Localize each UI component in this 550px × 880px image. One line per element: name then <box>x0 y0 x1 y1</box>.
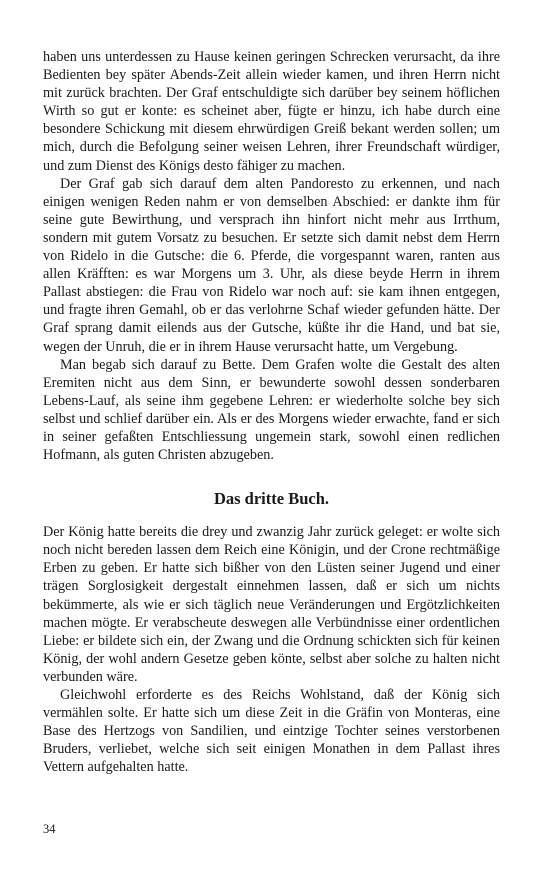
paragraph-graf-pandoresto: Der Graf gab sich darauf dem alten Pandoresto zu erkennen, und nach einigen wenigen Reden nahm er von demselben Abschied: er dankte ihm für seine gute Bewirthung, und versprach ihn hinfort nicht mehr aus Irrthum, sondern mit gutem Vorsatz zu besuchen. Er setzte sich damit nebst dem Herrn von Ridelo in die Gutsche: die 6. Pferde, die vorgespannt waren, ranten aus allen Kräfften: es war Morgens um 3. Uhr, als diese beyde Herrn in ihrem Pallast abstiegen: die Frau von Ridelo war noch auf: sie kam ihnen entgegen, und fragte ihren Gemahl, ob er das verlohrne Schaf wieder gefunden hätte. Der Graf sprang damit eilends aus der Gutsche, küßte ihr die Hand, und bat sie, wegen der Unruh, die er in ihrem Hause verursacht hatte, um Vergebung. <box>43 175 500 355</box>
book-page <box>43 48 500 776</box>
paragraph-continuation: haben uns unterdessen zu Hause keinen geringen Schrecken verursacht, da ihre Bedienten bey später Abends-Zeit allein wieder kamen, und ihren Herrn nicht mit zurück brachten. Der Graf entschuldigte sich darüber bey seinem höflichen Wirth so gut er konte: es scheinet aber, fügte er hinzu, ich habe durch eine besondere Schickung mit diesem ehrwürdigen Greiß bekant werden sollen; um mich, durch die Befolgung seiner weisen Lehren, ihrer Freundschaft würdiger, und zum Dienst des Königs desto fähiger zu machen. <box>43 49 500 174</box>
page-number: 34 <box>43 822 56 836</box>
paragraph-koenig: Der König hatte bereits die drey und zwanzig Jahr zurück geleget: er wolte sich noch nicht bereden lassen dem Reich eine Königin, und der Crone rechtmäßige Erben zu geben. Er hatte sich bißher von den Lüsten seiner Jugend und einer trägen Sorglosigkeit dergestalt einnehmen lassen, daß er sich um nichts bekümmerte, als wie er sich täglich neue Veränderungen und Ergötzlichkeiten machen mögte. Er verabscheute deswegen alle Verbündnisse einer ordentlichen Liebe: er bildete sich ein, der Zwang und die Ordnung schickten sich für keinen König, der wohl andern Gesetze geben könte, selbst aber solche zu halten nicht verbunden wäre. <box>43 524 500 685</box>
paragraph-gleichwohl: Gleichwohl erforderte es des Reichs Wohlstand, daß der König sich vermählen solte. Er hatte sich um diese Zeit in die Gräfin von Monteras, eine Base des Hertzogs von Sandilien, und eintzige Tochter seines verstorbenen Bruders, verliebet, welche sich seit einigen Monathen in dem Pallast ihres Vettern aufgehalten hatte. <box>43 687 500 776</box>
paragraph-zu-bette: Man begab sich darauf zu Bette. Dem Grafen wolte die Gestalt des alten Eremiten nicht aus dem Sinn, er bewunderte sowohl dessen sonderbaren Lebens-Lauf, als seine ihm gegebene Lehren: er wiederholte solche bey sich selbst und schlief darüber ein. Als er des Morgens wieder erwachte, fand er sich in seiner gefaßten Entschliessung ungemein stark, sowohl einen redlichen Hofmann, als guten Christen abzugeben. <box>43 356 500 464</box>
chapter-heading: Das dritte Buch. <box>213 489 330 509</box>
